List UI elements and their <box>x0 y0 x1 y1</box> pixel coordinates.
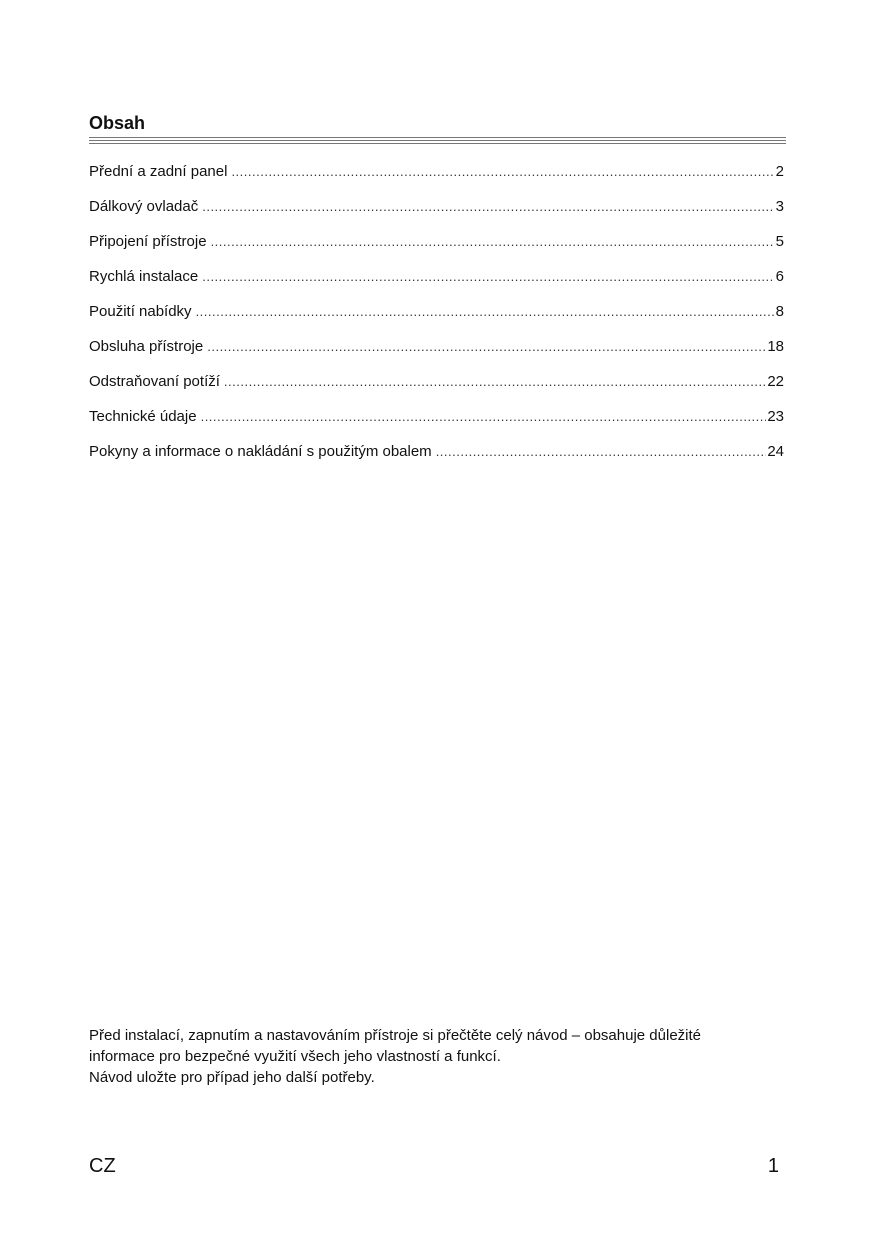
toc-dot-leader <box>231 162 774 182</box>
toc-dot-leader <box>202 267 774 287</box>
toc-entry-technical-data[interactable] <box>89 407 784 442</box>
toc-entry-label: Dálkový ovladač <box>89 198 199 215</box>
toc-entry-page: 6 <box>775 268 784 285</box>
toc-entry-packaging-disposal[interactable] <box>89 442 784 477</box>
toc-entry-label: Technické údaje <box>89 408 197 425</box>
toc-entry-label: Pokyny a informace o nakládání s použitým obalem <box>89 443 432 460</box>
footer-language-code: CZ <box>89 1155 116 1177</box>
footer-page-number: 1 <box>767 1155 779 1177</box>
toc-dot-leader <box>201 407 767 427</box>
toc-entry-page: 22 <box>767 373 784 390</box>
toc-entry-page: 5 <box>775 233 784 250</box>
notice-line: informace pro bezpečné využití všech jeho vlastností a funkcí. <box>89 1048 501 1065</box>
page-title: Obsah <box>89 113 146 133</box>
toc-dot-leader <box>207 337 766 357</box>
toc-dot-leader <box>202 197 774 217</box>
toc-entry-page: 24 <box>767 443 784 460</box>
toc-entry-label: Rychlá instalace <box>89 268 199 285</box>
toc-entry-label: Obsluha přístroje <box>89 338 204 355</box>
toc-dot-leader <box>196 302 775 322</box>
toc-entry-label: Odstraňovaní potíží <box>89 373 220 390</box>
toc-entry-device-connection[interactable] <box>89 232 784 267</box>
toc-entry-page: 2 <box>775 163 784 180</box>
toc-dot-leader <box>436 442 767 462</box>
toc-entry-troubleshooting[interactable] <box>89 372 784 407</box>
toc-entry-page: 18 <box>767 338 784 355</box>
toc-dot-leader <box>224 372 766 392</box>
toc-entry-page: 3 <box>775 198 784 215</box>
toc-entry-page: 23 <box>767 408 784 425</box>
toc-entry-quick-installation[interactable] <box>89 267 784 302</box>
toc-entry-label: Použití nabídky <box>89 303 192 320</box>
title-double-rule <box>89 137 786 144</box>
toc-entry-page: 8 <box>775 303 784 320</box>
toc-entry-remote-control[interactable] <box>89 197 784 232</box>
toc-dot-leader <box>211 232 775 252</box>
toc-entry-menu-usage[interactable] <box>89 302 784 337</box>
toc-entry-device-operation[interactable] <box>89 337 784 372</box>
table-of-contents <box>89 162 784 477</box>
toc-entry-front-rear-panel[interactable] <box>89 162 784 197</box>
notice-line: Návod uložte pro případ jeho další potřeby. <box>89 1069 375 1086</box>
read-manual-notice <box>89 1025 789 1088</box>
toc-entry-label: Připojení přístroje <box>89 233 207 250</box>
toc-entry-label: Přední a zadní panel <box>89 163 228 180</box>
notice-line: Před instalací, zapnutím a nastavováním přístroje si přečtěte celý návod – obsahuje důležité <box>89 1027 702 1044</box>
